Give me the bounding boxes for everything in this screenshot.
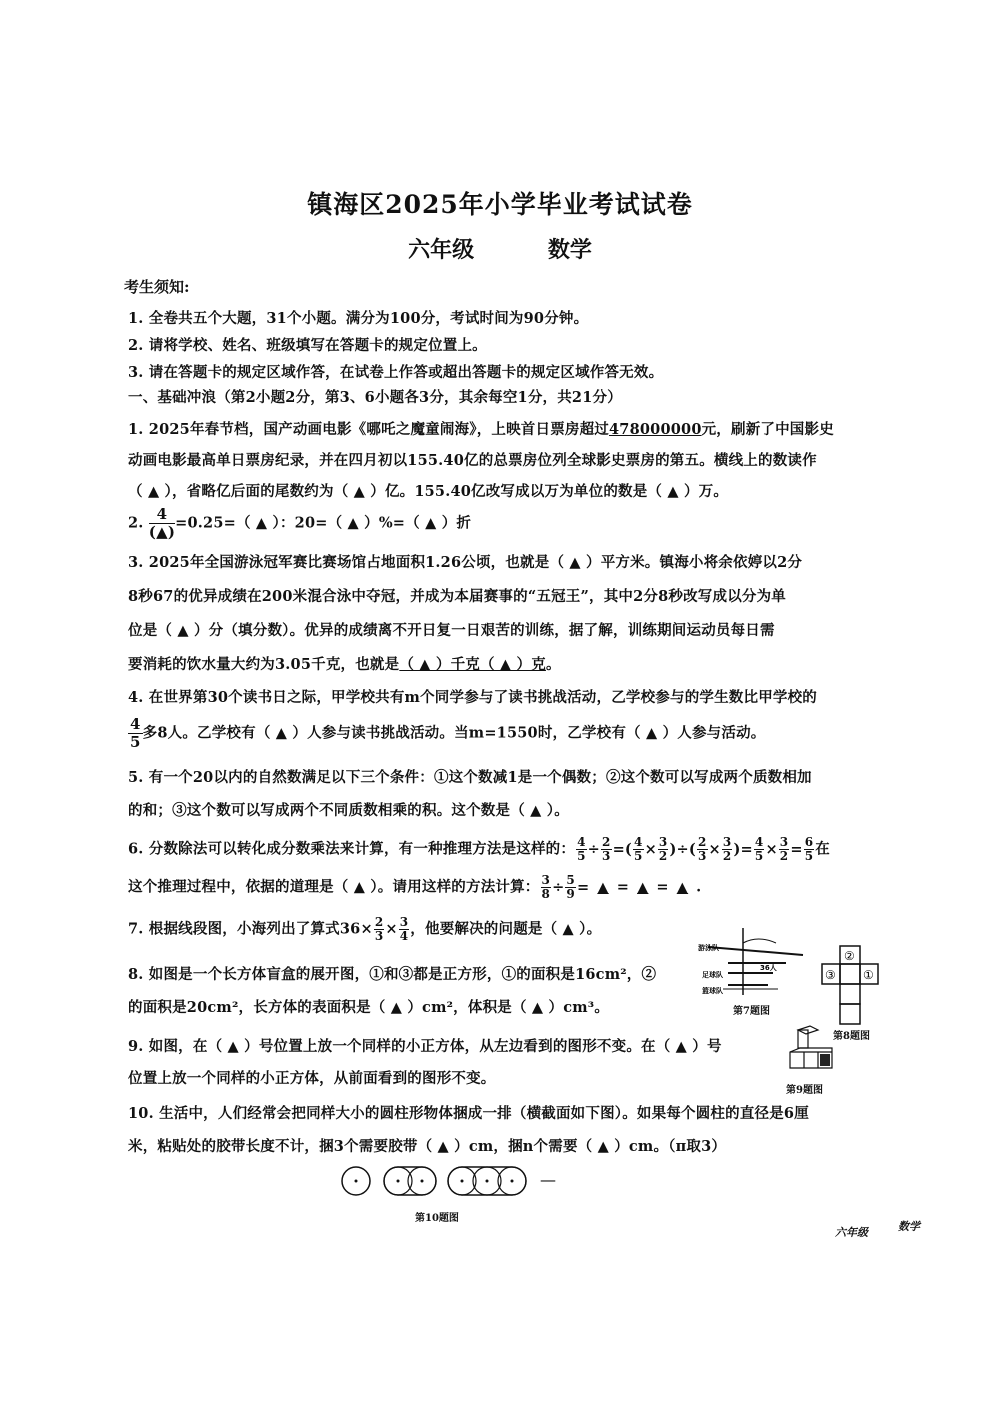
operator: =: [576, 878, 590, 896]
denominator: 2: [779, 849, 789, 863]
fraction: [601, 836, 612, 863]
notice-item: 2. 请将学校、姓名、班级填写在答题卡的规定位置上。: [128, 337, 487, 354]
denominator: 5: [130, 733, 141, 751]
fraction: [779, 836, 790, 863]
denominator: 9: [566, 887, 575, 901]
subject-label: 数学: [547, 237, 592, 263]
figure-9-caption: 第9题图: [786, 1085, 823, 1096]
denominator: 2: [722, 849, 732, 863]
label-football: 足球队: [702, 971, 723, 979]
q7-text: ，他要解决的问题是（ ▲ ）。: [410, 920, 602, 938]
q1-number: 478000000: [609, 421, 702, 438]
fraction: [633, 836, 644, 863]
operator: ×: [644, 840, 657, 858]
grade-label: 六年级: [408, 237, 475, 263]
question-1-line: （ ▲ ），省略亿后面的尾数约为（ ▲ ）亿。155.40亿改写成以万为单位的数是（ ▲ ）万。: [128, 483, 729, 500]
question-1-line: [128, 418, 834, 439]
net-face: [840, 984, 860, 1004]
numerator: 3: [779, 835, 789, 849]
question-3-line: 3. 2025年全国游泳冠军赛比赛场馆占地面积1.26公顷，也就是（ ▲ ）平方米。镇海小将余依婷以2分: [128, 554, 803, 571]
continuation-dash: —: [540, 1170, 556, 1189]
face-mark-3: ③: [825, 968, 836, 982]
q7-fraction: [374, 916, 385, 943]
operator: =: [790, 840, 803, 858]
fraction: [541, 874, 552, 901]
face-mark-2: ②: [844, 949, 855, 963]
denominator: 3: [374, 929, 384, 943]
figure-10-cylinders: [338, 1163, 568, 1199]
numerator: 6: [804, 835, 814, 849]
center-dot: [511, 1180, 514, 1183]
question-5-line: 5. 有一个20以内的自然数满足以下三个条件：①这个数减1是一个偶数；②这个数可以写成两个质数相加: [128, 769, 812, 786]
denominator: 5: [804, 849, 814, 863]
numerator: 5: [566, 873, 575, 887]
fraction: [697, 836, 708, 863]
question-7-line: [128, 916, 601, 943]
question-1-line: 动画电影最高单日票房纪录，并在四月初以155.40亿的总票房位列全球影史票房的第五。横线上的数读作: [128, 452, 817, 469]
center-dot: [486, 1180, 489, 1183]
denominator: 3: [697, 849, 707, 863]
question-4-line: 4. 在世界第30个读书日之际，甲学校共有m个同学参与了读书挑战活动，乙学校参与的学生数比甲学校的: [128, 689, 818, 706]
notice-item: 1. 全卷共五个大题，31个小题。满分为100分，考试时间为90分钟。: [128, 310, 589, 327]
denominator: 5: [754, 849, 764, 863]
q1-text: 1. 2025年春节档，国产动画电影《哪吒之魔童闹海》，上映首日票房超过: [128, 421, 609, 438]
figure-8-caption: 第8题图: [833, 1031, 870, 1042]
q7-text: ×: [385, 920, 398, 938]
denominator: 5: [577, 849, 586, 863]
numerator: 3: [658, 835, 668, 849]
figure-10-caption: 第10题图: [415, 1213, 459, 1224]
operator: ÷: [587, 840, 601, 858]
denominator: 2: [658, 849, 668, 863]
question-6-line: [128, 836, 830, 863]
question-9-line: 9. 如图，在（ ▲ ）号位置上放一个同样的小正方体，从左边看到的图形不变。在（ ▲ ）号: [128, 1038, 722, 1055]
denominator: (▲): [148, 523, 176, 541]
section-heading: 一、基础冲浪（第2小题2分，第3、6小题各3分，其余每空1分，共21分）: [128, 389, 622, 406]
q6-text: 6. 分数除法可以转化成分数乘法来计算，有一种推理方法是这样的：: [128, 840, 576, 858]
segment-line: [708, 947, 803, 955]
question-6-line: 这个推理过程中，依据的道理是（ ▲ ）。请用这样的方法计算： $\frac{3}{8}$ ÷ $\frac{5}{9}$ = ▲ = ▲ = ▲ .: [128, 873, 702, 901]
operator: ×: [708, 840, 721, 858]
numerator: 3: [399, 915, 409, 929]
q6-blank: ▲: [676, 878, 689, 896]
numerator: 3: [722, 835, 732, 849]
fraction: [658, 836, 669, 863]
question-3-line: [128, 653, 561, 674]
operator: )÷(: [669, 840, 696, 858]
fraction: [565, 874, 576, 901]
footer-subject: 数学: [898, 1220, 920, 1233]
numerator: 4: [577, 835, 586, 849]
numerator: 4: [754, 835, 764, 849]
q6-blank: ▲: [637, 878, 649, 896]
fraction: [754, 836, 765, 863]
numerator: 4: [130, 715, 141, 733]
center-dot: [421, 1180, 424, 1183]
exam-subtitle: [0, 233, 1000, 264]
cube-shade: [820, 1054, 830, 1066]
net-face: [840, 1004, 860, 1024]
fraction: [722, 836, 733, 863]
figure-7-caption: 第7题图: [733, 1006, 770, 1017]
notice-item: 3. 请在答题卡的规定区域作答，在试卷上作答或超出答题卡的规定区域作答无效。: [128, 364, 664, 381]
q6-blank: ▲: [597, 878, 609, 896]
numerator: 2: [374, 915, 384, 929]
question-3-line: 8秒67的优异成绩在200米混合泳中夺冠，并成为本届赛事的“五冠王”，其中2分8秒改写成以分为单: [128, 588, 786, 605]
q7-fraction: [399, 916, 410, 943]
denominator: 4: [399, 929, 409, 943]
numerator: 4: [149, 506, 175, 524]
denominator: 8: [541, 887, 551, 901]
question-4-line: [128, 716, 765, 751]
figure-9-cubes: [786, 1024, 836, 1080]
footer-grade: 六年级: [835, 1226, 868, 1239]
label-basketball: 篮球队: [702, 987, 723, 995]
center-dot: [355, 1180, 358, 1183]
q1-text: 元，刷新了中国影史: [701, 421, 834, 438]
question-8-line: 的面积是20cm²，长方体的表面积是（ ▲ ）cm²，体积是（ ▲ ）cm³。: [128, 999, 610, 1016]
denominator: 5: [634, 849, 643, 863]
denominator: 3: [602, 849, 611, 863]
q4-fraction: [128, 716, 143, 751]
question-10-line: 10. 生活中，人们经常会把同样大小的圆柱形物体捆成一排（横截面如下图）。如果每个圆柱的直径是6厘: [128, 1105, 809, 1122]
q3-blank: （ ▲ ）千克（ ▲ ）克: [399, 656, 546, 673]
question-8-line: 8. 如图是一个长方体盲盒的展开图，①和③都是正方形，①的面积是16cm²，②: [128, 966, 657, 983]
numerator: 2: [697, 835, 707, 849]
center-dot: [461, 1180, 464, 1183]
q2-number: 2.: [128, 514, 144, 532]
q4-text: 多8人。乙学校有（ ▲ ）人参与读书挑战活动。当m=1550时，乙学校有（ ▲ ）人参与活动。: [142, 724, 766, 742]
fraction: [576, 836, 587, 863]
fraction: [804, 836, 815, 863]
q3-text: 。: [545, 656, 561, 673]
notice-heading: 考生须知:: [124, 278, 190, 296]
operator: )=: [733, 840, 753, 858]
figure-8-cuboid-net: [818, 944, 884, 1030]
numerator: 2: [602, 835, 611, 849]
question-5-line: 的和；③这个数可以写成两个不同质数相乘的积。这个数是（ ▲ ）。: [128, 802, 569, 819]
label-count: 36人: [760, 964, 777, 972]
numerator: 3: [541, 873, 551, 887]
operator: ×: [765, 840, 778, 858]
figure-7-segment-diagram: [698, 925, 808, 1003]
question-10-line: 米，粘贴处的胶带长度不计，捆3个需要胶带（ ▲ ）cm，捆n个需要（ ▲ ）cm。（π取3）: [128, 1138, 727, 1155]
brace-mark: [743, 939, 776, 943]
face-mark-1: ①: [863, 968, 874, 982]
question-9-line: 位置上放一个同样的小正方体，从前面看到的图形不变。: [128, 1070, 496, 1087]
operator: ÷: [552, 878, 565, 896]
q3-text: 要消耗的饮水量大约为3.05千克，也就是: [128, 656, 400, 673]
center-dot: [397, 1180, 400, 1183]
question-3-line: 位是（ ▲ ）分（填分数）。优异的成绩离不开日复一日艰苦的训练，据了解，训练期间运动员每日需: [128, 622, 775, 639]
q2-fraction: [149, 506, 175, 541]
q7-text: 7. 根据线段图，小海列出了算式36×: [128, 920, 373, 938]
exam-title: 镇海区2025年小学毕业考试试卷: [307, 190, 693, 219]
tape-2: [384, 1167, 436, 1195]
q6-text: 这个推理过程中，依据的道理是（ ▲ ）。请用这样的方法计算：: [128, 878, 540, 896]
numerator: 4: [634, 835, 643, 849]
q6-text: 在: [815, 840, 830, 858]
q2-text: =0.25=（ ▲ ）：20=（ ▲ ）%=（ ▲ ）折: [175, 514, 472, 532]
q6-equation: [575, 835, 815, 863]
operator: =(: [612, 840, 632, 858]
label-swim: 游泳队: [698, 944, 719, 952]
q6-calc: [540, 873, 590, 901]
net-face: [840, 964, 860, 984]
question-2-line: [128, 506, 471, 541]
